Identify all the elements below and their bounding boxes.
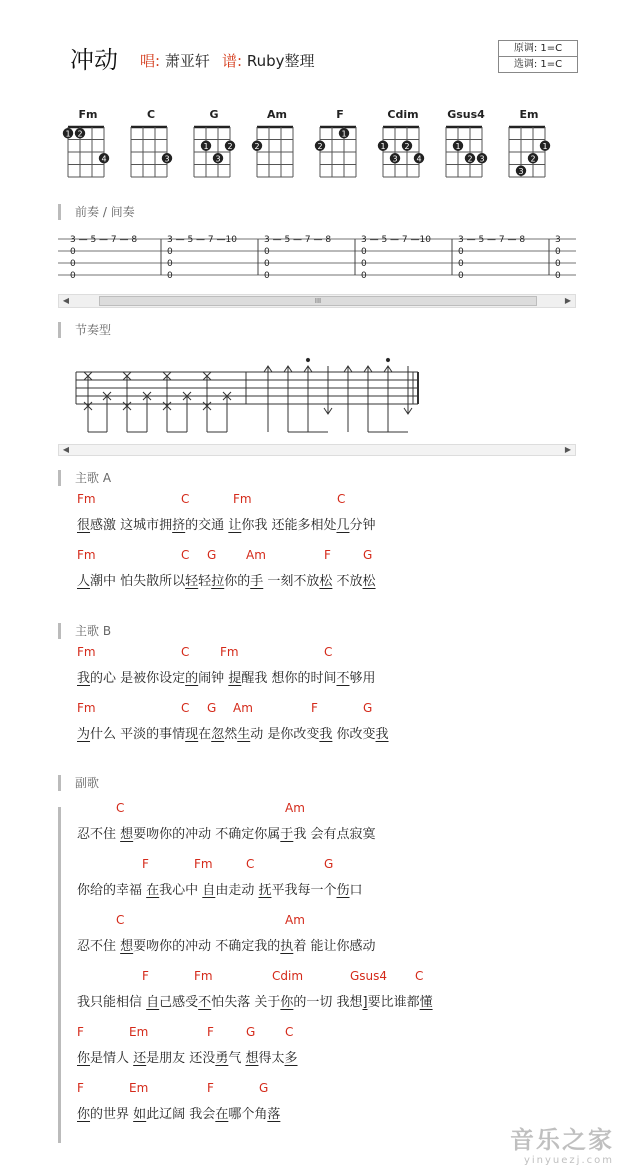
lyric-text: 忍不住: [77, 827, 121, 842]
lyric-text: 你的: [224, 574, 251, 589]
section-intro-label: 前奏 / 间奏: [58, 204, 135, 220]
chord-fm: [62, 108, 114, 181]
chord-diagram-grid: [375, 123, 429, 181]
lyric-text: 一刻不放: [263, 574, 320, 589]
watermark-url: yinyuezj.com: [523, 1155, 614, 1166]
tab-open-note: 0: [70, 259, 76, 269]
scroll-left-icon[interactable]: ◀: [62, 445, 70, 454]
chord-em: [503, 108, 555, 181]
singer-name: 萧亚轩: [164, 52, 210, 70]
lyric-line: [77, 667, 376, 686]
watermark: [510, 1120, 614, 1166]
tab-open-note: 0: [555, 259, 561, 269]
chord-symbol: G: [259, 1081, 269, 1095]
finger-number: 2: [254, 141, 260, 151]
lyric-text: 然: [224, 727, 238, 742]
tab-open-note: 0: [167, 271, 173, 281]
rhythm-pattern: [58, 352, 576, 438]
chorus-bar: [58, 807, 61, 1143]
lyric-beat-char: ]: [362, 995, 368, 1010]
lyric-text: 口: [349, 883, 363, 898]
tab-open-note: 0: [167, 247, 173, 257]
lyric-text: 感激 这城市拥: [90, 518, 173, 533]
section-chorus-label: 副歌: [58, 775, 99, 791]
lyric-beat-char: 几: [336, 518, 350, 533]
lyric-text: 己感受: [159, 995, 199, 1010]
lyric-beat-char: 的: [185, 671, 199, 686]
finger-number: 2: [77, 129, 83, 139]
lyric-beat-char: 忽: [211, 727, 225, 742]
lyric-beat-char: 执: [280, 939, 294, 954]
original-key: 原调: 1=C: [513, 43, 563, 54]
chord-name: Fm: [78, 108, 98, 121]
tab-open-note: 0: [361, 271, 367, 281]
chord-symbol: Fm: [77, 645, 96, 659]
lyric-beat-char: 想: [120, 939, 134, 954]
lyric-text: 要吻你的冲动 不确定你属: [133, 827, 281, 842]
lyric-text: 分钟: [349, 518, 376, 533]
tab-notes: 3 — 5 — 7 — 8: [70, 235, 138, 245]
lyric-text: 平我每一个: [271, 883, 337, 898]
lyric-beat-char: 落: [267, 1107, 281, 1122]
chord-symbol: Am: [233, 701, 253, 715]
chord-name: Am: [267, 108, 287, 121]
chord-diagram-grid: [438, 123, 492, 181]
chord-symbol: C: [415, 969, 424, 983]
tab-open-note: 0: [167, 259, 173, 269]
lyric-beat-char: 勇: [215, 1051, 229, 1066]
chord-symbol: Fm: [77, 492, 96, 506]
tab-open-note: 0: [70, 247, 76, 257]
section-rhythm-label: 节奏型: [58, 322, 111, 338]
finger-number: 3: [518, 166, 524, 176]
lyric-beat-char: 松: [319, 574, 333, 589]
lyric-line: [77, 1103, 280, 1122]
chord-diagram-grid: [249, 123, 303, 181]
rhythm-scrollbar[interactable]: [58, 444, 576, 456]
lyric-text: 哪个角: [228, 1107, 268, 1122]
chord-name: Cdim: [387, 108, 419, 121]
lyric-line: [77, 935, 375, 954]
finger-number: 1: [380, 141, 386, 151]
chord-symbol: G: [207, 548, 217, 562]
lyric-beat-char: 自: [146, 995, 160, 1010]
lyric-beat-char: 如: [133, 1107, 147, 1122]
chord-symbol: C: [285, 1025, 294, 1039]
section-verse-b-label: 主歌 B: [58, 623, 111, 639]
finger-number: 2: [227, 141, 233, 151]
chord-diagram-grid: [123, 123, 177, 181]
tab-open-note: 0: [458, 247, 464, 257]
tab-notes: 3 — 5 — 7 — 8: [264, 235, 332, 245]
singer-info: [140, 50, 210, 71]
chord-symbol: F: [311, 701, 318, 715]
lyric-text: 你改变: [332, 727, 376, 742]
scroll-right-icon[interactable]: ▶: [564, 445, 572, 454]
tab-notes: 3 — 5 — 7 — 8: [458, 235, 526, 245]
chord-symbol: C: [181, 548, 190, 562]
chord-symbol: G: [246, 1025, 256, 1039]
lyric-line: [77, 823, 375, 842]
lyric-beat-char: 我: [319, 727, 333, 742]
tab-numbers: [70, 235, 561, 281]
finger-number: 1: [203, 141, 209, 151]
finger-number: 2: [404, 141, 410, 151]
finger-number: 2: [467, 154, 473, 164]
lyric-beat-char: 不: [336, 671, 350, 686]
lyric-text: 是朋友 还没: [146, 1051, 216, 1066]
lyric-beat-char: 很: [77, 518, 91, 533]
chord-symbol: F: [324, 548, 331, 562]
chord-symbol: Am: [285, 801, 305, 815]
lyric-beat-char: 自: [202, 883, 216, 898]
lyric-text: 要比谁都: [367, 995, 420, 1010]
lyric-text: 你我 还能多相处: [241, 518, 337, 533]
section-verse-a-label: 主歌 A: [58, 470, 111, 486]
lyric-beat-char: 为: [77, 727, 91, 742]
chord-g: [188, 108, 240, 181]
lyric-beat-char: 你: [77, 1051, 91, 1066]
finger-number: 2: [530, 154, 536, 164]
chord-symbol: C: [181, 492, 190, 506]
lyric-beat-char: 提: [228, 671, 242, 686]
chord-name: F: [336, 108, 344, 121]
chord-symbol: F: [207, 1081, 214, 1095]
lyric-text: 忍不住: [77, 939, 121, 954]
singer-label: 唱:: [140, 52, 161, 70]
lyric-text: 得太: [258, 1051, 285, 1066]
lyric-text: 在: [198, 727, 212, 742]
tab-open-note: 0: [361, 247, 367, 257]
scroll-left-icon[interactable]: ◀: [62, 296, 70, 305]
chord-name: C: [146, 108, 156, 121]
lyric-text: 气: [228, 1051, 246, 1066]
chord-symbol: C: [181, 701, 190, 715]
finger-number: 3: [479, 154, 485, 164]
lyric-beat-char: 还: [133, 1051, 147, 1066]
lyric-beat-char: 让: [228, 518, 242, 533]
tab-open-note: 0: [458, 259, 464, 269]
chord-symbol: Fm: [233, 492, 252, 506]
tab-open-note: 0: [555, 271, 561, 281]
chord-symbol: Em: [129, 1025, 149, 1039]
chosen-key: 选调: 1=C: [499, 56, 577, 72]
scroll-right-icon[interactable]: ▶: [564, 296, 572, 305]
lyric-line: [77, 879, 363, 898]
chord-symbol: G: [207, 701, 217, 715]
finger-number: 3: [215, 154, 221, 164]
lyric-beat-char: 你: [280, 995, 294, 1010]
chord-c: [125, 108, 177, 181]
finger-number: 3: [392, 154, 398, 164]
arranger-label: 谱:: [222, 52, 243, 70]
chord-f: [314, 108, 366, 181]
lyric-text: 够用: [349, 671, 376, 686]
chord-symbol: F: [207, 1025, 214, 1039]
chord-symbol: G: [363, 548, 373, 562]
chord-diagram-grid: [312, 123, 366, 181]
chord-symbol: G: [324, 857, 334, 871]
lyric-text: 我 会有点寂寞: [293, 827, 376, 842]
chord-symbol: C: [324, 645, 333, 659]
chord-symbol: C: [181, 645, 190, 659]
lyric-beat-char: 想: [245, 1051, 259, 1066]
lyric-text: 是情人: [90, 1051, 134, 1066]
chord-diagram-grid: [501, 123, 555, 181]
chord-symbol: F: [142, 857, 149, 871]
scroll-thumb[interactable]: III: [99, 296, 537, 306]
chord-name: G: [209, 108, 219, 121]
chord-symbol: Fm: [220, 645, 239, 659]
lyric-beat-char: 挤: [172, 518, 186, 533]
key-box: [498, 40, 578, 73]
lyric-beat-char: 多: [284, 1051, 298, 1066]
watermark-title: 音乐之家: [510, 1126, 614, 1154]
lyric-text: 的心 是被你设定: [90, 671, 186, 686]
tab-open-note: 0: [264, 259, 270, 269]
lyric-text: 不放: [332, 574, 363, 589]
lyric-text: 潮中 怕失散所以: [90, 574, 186, 589]
lyric-beat-char: 你: [77, 1107, 91, 1122]
chord-symbol: F: [77, 1025, 84, 1039]
lyric-text: 的交通: [185, 518, 229, 533]
chord-diagram-grid: [186, 123, 240, 181]
lyric-beat-char: 拉: [211, 574, 225, 589]
lyric-beat-char: 轻: [185, 574, 199, 589]
lyric-text: 着 能让你感动: [293, 939, 376, 954]
tab-open-note: 0: [458, 271, 464, 281]
finger-number: 4: [101, 154, 107, 164]
lyric-text: 你给的幸福: [77, 883, 147, 898]
tab-notes: 3: [555, 235, 561, 245]
song-title: 冲动: [70, 46, 118, 74]
chord-cdim: [377, 108, 429, 181]
chord-am: [251, 108, 303, 181]
lyric-text: 由走动: [215, 883, 259, 898]
chord-symbol: C: [337, 492, 346, 506]
finger-number: 1: [542, 141, 548, 151]
lyric-beat-char: 在: [146, 883, 160, 898]
lyric-beat-char: 生: [237, 727, 251, 742]
tab-open-note: 0: [361, 259, 367, 269]
lyric-text: 什么 平淡的事情: [90, 727, 186, 742]
lyric-text: 醒我 想你的时间: [241, 671, 337, 686]
lyric-text: 我心中: [159, 883, 203, 898]
chord-symbol: Fm: [77, 548, 96, 562]
lyric-text: 此辽阔 我会: [146, 1107, 216, 1122]
lyric-beat-char: 人: [77, 574, 91, 589]
lyric-beat-char: 现: [185, 727, 199, 742]
finger-number: 2: [317, 141, 323, 151]
chord-name: Em: [519, 108, 539, 121]
lyric-line: [77, 1047, 298, 1066]
lyric-text: 我只能相信: [77, 995, 147, 1010]
chord-symbol: Am: [285, 913, 305, 927]
lyric-text: 的一切 我想: [293, 995, 363, 1010]
lyric-beat-char: 抚: [258, 883, 272, 898]
lyric-text: 闹钟: [198, 671, 229, 686]
chord-symbol: Cdim: [272, 969, 304, 983]
chord-symbol: G: [363, 701, 373, 715]
accent-dot: [306, 358, 309, 361]
intro-tab: [58, 230, 576, 290]
chord-symbol: C: [246, 857, 255, 871]
lyric-beat-char: 手: [250, 574, 264, 589]
lyric-line: [77, 991, 433, 1010]
arranger-info: [222, 50, 315, 71]
lyric-text: 怕失落 关于: [211, 995, 281, 1010]
chord-symbol: Fm: [194, 969, 213, 983]
lyric-beat-char: 我: [375, 727, 389, 742]
tab-notes: 3 — 5 — 7 —10: [167, 235, 237, 245]
accent-dot: [386, 358, 389, 361]
lyric-beat-char: 伤: [336, 883, 350, 898]
finger-number: 1: [65, 129, 71, 139]
tab-open-note: 0: [264, 271, 270, 281]
chord-symbol: F: [142, 969, 149, 983]
lyric-line: [77, 570, 376, 589]
tab-notes: 3 — 5 — 7 —10: [361, 235, 431, 245]
lyric-text: 动 是你改变: [250, 727, 320, 742]
lyric-beat-char: 在: [215, 1107, 229, 1122]
chord-symbol: Em: [129, 1081, 149, 1095]
arranger-name: Ruby整理: [246, 52, 315, 70]
chord-symbol: Gsus4: [350, 969, 388, 983]
chord-name: Gsus4: [447, 108, 485, 121]
lyric-text: 轻: [198, 574, 212, 589]
finger-number: 1: [455, 141, 461, 151]
lyric-beat-char: 想: [120, 827, 134, 842]
chord-symbol: Fm: [77, 701, 96, 715]
finger-number: 1: [341, 129, 347, 139]
tab-open-note: 0: [70, 271, 76, 281]
lyric-beat-char: 懂: [419, 995, 433, 1010]
chord-symbol: Am: [246, 548, 266, 562]
chord-symbol: F: [77, 1081, 84, 1095]
lyric-text: 的世界: [90, 1107, 134, 1122]
chord-symbol: C: [116, 801, 125, 815]
tab-open-note: 0: [555, 247, 561, 257]
lyric-line: [77, 723, 389, 742]
lyric-beat-char: 不: [198, 995, 212, 1010]
chord-symbol: C: [116, 913, 125, 927]
chord-gsus4: [440, 108, 492, 181]
tab-open-note: 0: [264, 247, 270, 257]
lyric-line: [77, 514, 376, 533]
intro-scrollbar[interactable]: [58, 294, 576, 308]
lyric-beat-char: 松: [362, 574, 376, 589]
finger-number: 3: [164, 154, 170, 164]
lyric-beat-char: 我: [77, 671, 91, 686]
chord-symbol: Fm: [194, 857, 213, 871]
lyric-text: 要吻你的冲动 不确定我的: [133, 939, 281, 954]
chord-diagram-grid: [60, 123, 114, 181]
lyric-beat-char: 于: [280, 827, 294, 842]
finger-number: 4: [416, 154, 422, 164]
